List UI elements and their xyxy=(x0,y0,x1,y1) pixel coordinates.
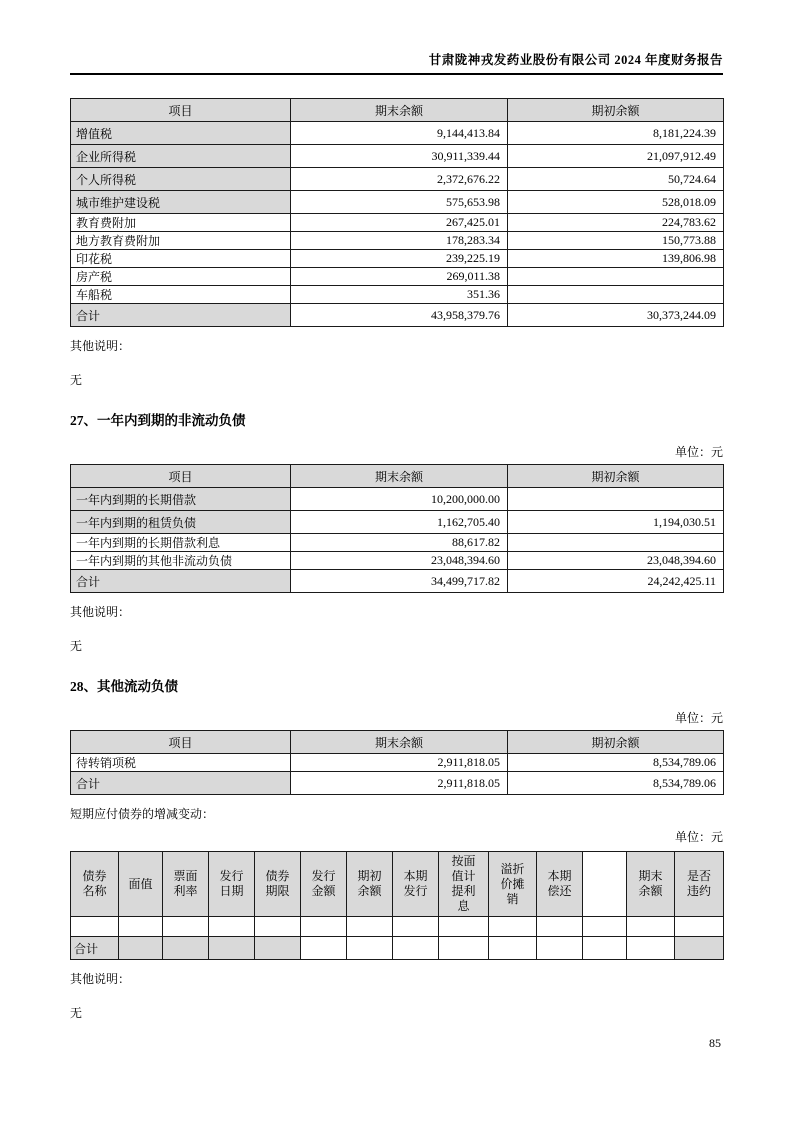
empty-cell xyxy=(301,917,347,937)
empty-cell xyxy=(119,917,163,937)
table-row xyxy=(71,268,724,286)
ending-balance-cell: 178,283.34 xyxy=(291,232,508,250)
ending-balance-cell: 9,144,413.84 xyxy=(291,122,508,145)
unit-label: 单位：元 xyxy=(674,445,723,459)
empty-cell xyxy=(393,917,439,937)
total-label-cell: 合计 xyxy=(71,937,119,960)
table-row xyxy=(71,214,724,232)
other-note-label: 其他说明： xyxy=(70,339,131,353)
column-header: 是否违约 xyxy=(675,852,724,917)
item-label-cell: 合计 xyxy=(71,772,291,795)
column-header: 期末余额 xyxy=(291,99,508,122)
item-label-cell: 增值税 xyxy=(71,122,291,145)
table-cell xyxy=(537,937,583,960)
beginning-balance-cell: 528,018.09 xyxy=(508,191,724,214)
item-label-cell: 待转销项税 xyxy=(71,754,291,772)
section-title-27: 27、一年内到期的非流动负债 xyxy=(70,413,246,428)
empty-cell xyxy=(583,917,627,937)
empty-cell xyxy=(489,917,537,937)
unit-label: 单位：元 xyxy=(674,711,723,725)
column-header: 面值 xyxy=(119,852,163,917)
beginning-balance-cell: 150,773.88 xyxy=(508,232,724,250)
ending-balance-cell: 2,911,818.05 xyxy=(291,772,508,795)
other-current-liabilities-table xyxy=(70,730,724,795)
item-label-cell: 地方教育费附加 xyxy=(71,232,291,250)
table-row xyxy=(71,304,724,327)
column-header: 本期发行 xyxy=(393,852,439,917)
ending-balance-cell: 10,200,000.00 xyxy=(291,488,508,511)
column-header: 本期偿还 xyxy=(537,852,583,917)
column-header: 期末余额 xyxy=(291,465,508,488)
empty-cell xyxy=(537,917,583,937)
page-number: 85 xyxy=(709,1036,721,1050)
column-header: 期初余额 xyxy=(347,852,393,917)
header-row xyxy=(71,465,724,488)
beginning-balance-cell: 8,534,789.06 xyxy=(508,772,724,795)
table-row xyxy=(71,122,724,145)
table-cell xyxy=(209,937,255,960)
bond-change-label: 短期应付债券的增减变动： xyxy=(70,807,215,821)
none-text: 无 xyxy=(70,1006,83,1020)
table-row xyxy=(71,191,724,214)
item-label-cell: 个人所得税 xyxy=(71,168,291,191)
beginning-balance-cell xyxy=(508,534,724,552)
beginning-balance-cell: 21,097,912.49 xyxy=(508,145,724,168)
column-header: 按面值计提利息 xyxy=(439,852,489,917)
document-header: 甘肃陇神戎发药业股份有限公司 2024 年度财务报告 xyxy=(70,0,723,75)
column-header: 票面利率 xyxy=(163,852,209,917)
ending-balance-cell: 2,372,676.22 xyxy=(291,168,508,191)
table-cell xyxy=(393,937,439,960)
table-row xyxy=(71,772,724,795)
table-cell xyxy=(675,937,724,960)
beginning-balance-cell: 224,783.62 xyxy=(508,214,724,232)
item-label-cell: 合计 xyxy=(71,570,291,593)
column-header: 期末余额 xyxy=(291,731,508,754)
ending-balance-cell: 88,617.82 xyxy=(291,534,508,552)
table-cell xyxy=(583,937,627,960)
empty-cell xyxy=(209,917,255,937)
tax-payable-table xyxy=(70,98,724,327)
ending-balance-cell: 575,653.98 xyxy=(291,191,508,214)
table-row xyxy=(71,286,724,304)
beginning-balance-cell: 23,048,394.60 xyxy=(508,552,724,570)
empty-cell xyxy=(439,917,489,937)
table-row xyxy=(71,570,724,593)
ending-balance-cell: 43,958,379.76 xyxy=(291,304,508,327)
empty-cell xyxy=(675,917,724,937)
ending-balance-cell: 23,048,394.60 xyxy=(291,552,508,570)
header-row xyxy=(71,852,724,917)
table-row xyxy=(71,511,724,534)
table-row xyxy=(71,488,724,511)
item-label-cell: 一年内到期的长期借款 xyxy=(71,488,291,511)
column-header: 债券期限 xyxy=(255,852,301,917)
beginning-balance-cell: 24,242,425.11 xyxy=(508,570,724,593)
total-row xyxy=(71,937,724,960)
item-label-cell: 一年内到期的其他非流动负债 xyxy=(71,552,291,570)
ending-balance-cell: 30,911,339.44 xyxy=(291,145,508,168)
table-row xyxy=(71,145,724,168)
blank-column-header xyxy=(583,852,627,917)
beginning-balance-cell: 30,373,244.09 xyxy=(508,304,724,327)
section-title-28: 28、其他流动负债 xyxy=(70,679,178,694)
ending-balance-cell: 239,225.19 xyxy=(291,250,508,268)
column-header: 发行日期 xyxy=(209,852,255,917)
item-label-cell: 一年内到期的租赁负债 xyxy=(71,511,291,534)
table-cell xyxy=(439,937,489,960)
table-row xyxy=(71,168,724,191)
none-text: 无 xyxy=(70,373,83,387)
empty-cell xyxy=(627,917,675,937)
other-note-label: 其他说明： xyxy=(70,605,131,619)
empty-cell xyxy=(71,917,119,937)
ending-balance-cell: 34,499,717.82 xyxy=(291,570,508,593)
ending-balance-cell: 351.36 xyxy=(291,286,508,304)
beginning-balance-cell: 8,181,224.39 xyxy=(508,122,724,145)
table-row xyxy=(71,552,724,570)
beginning-balance-cell xyxy=(508,268,724,286)
item-label-cell: 房产税 xyxy=(71,268,291,286)
column-header: 期初余额 xyxy=(508,465,724,488)
none-text: 无 xyxy=(70,639,83,653)
table-row xyxy=(71,754,724,772)
item-label-cell: 车船税 xyxy=(71,286,291,304)
column-header: 期初余额 xyxy=(508,99,724,122)
column-header: 项目 xyxy=(71,731,291,754)
table-cell xyxy=(163,937,209,960)
item-label-cell: 合计 xyxy=(71,304,291,327)
empty-cell xyxy=(163,917,209,937)
other-note-label: 其他说明： xyxy=(70,972,131,986)
table-cell xyxy=(301,937,347,960)
column-header: 期末余额 xyxy=(627,852,675,917)
ending-balance-cell: 2,911,818.05 xyxy=(291,754,508,772)
short-term-bonds-table xyxy=(70,851,724,960)
column-header: 债券名称 xyxy=(71,852,119,917)
column-header: 期初余额 xyxy=(508,731,724,754)
empty-cell xyxy=(347,917,393,937)
item-label-cell: 教育费附加 xyxy=(71,214,291,232)
empty-data-row xyxy=(71,917,724,937)
ending-balance-cell: 267,425.01 xyxy=(291,214,508,232)
header-row xyxy=(71,99,724,122)
item-label-cell: 城市维护建设税 xyxy=(71,191,291,214)
ending-balance-cell: 1,162,705.40 xyxy=(291,511,508,534)
table-row xyxy=(71,250,724,268)
column-header: 发行金额 xyxy=(301,852,347,917)
column-header: 项目 xyxy=(71,465,291,488)
beginning-balance-cell: 1,194,030.51 xyxy=(508,511,724,534)
item-label-cell: 企业所得税 xyxy=(71,145,291,168)
page-content xyxy=(70,0,723,1021)
beginning-balance-cell: 8,534,789.06 xyxy=(508,754,724,772)
table-cell xyxy=(347,937,393,960)
unit-label: 单位：元 xyxy=(674,830,723,844)
empty-cell xyxy=(255,917,301,937)
beginning-balance-cell xyxy=(508,286,724,304)
table-row xyxy=(71,232,724,250)
item-label-cell: 一年内到期的长期借款利息 xyxy=(71,534,291,552)
beginning-balance-cell: 50,724.64 xyxy=(508,168,724,191)
noncurrent-liabilities-due-table xyxy=(70,464,724,593)
column-header: 项目 xyxy=(71,99,291,122)
table-cell xyxy=(255,937,301,960)
table-cell xyxy=(627,937,675,960)
table-cell xyxy=(489,937,537,960)
beginning-balance-cell: 139,806.98 xyxy=(508,250,724,268)
table-row xyxy=(71,534,724,552)
table-cell xyxy=(119,937,163,960)
ending-balance-cell: 269,011.38 xyxy=(291,268,508,286)
item-label-cell: 印花税 xyxy=(71,250,291,268)
beginning-balance-cell xyxy=(508,488,724,511)
header-row xyxy=(71,731,724,754)
column-header: 溢折价摊销 xyxy=(489,852,537,917)
